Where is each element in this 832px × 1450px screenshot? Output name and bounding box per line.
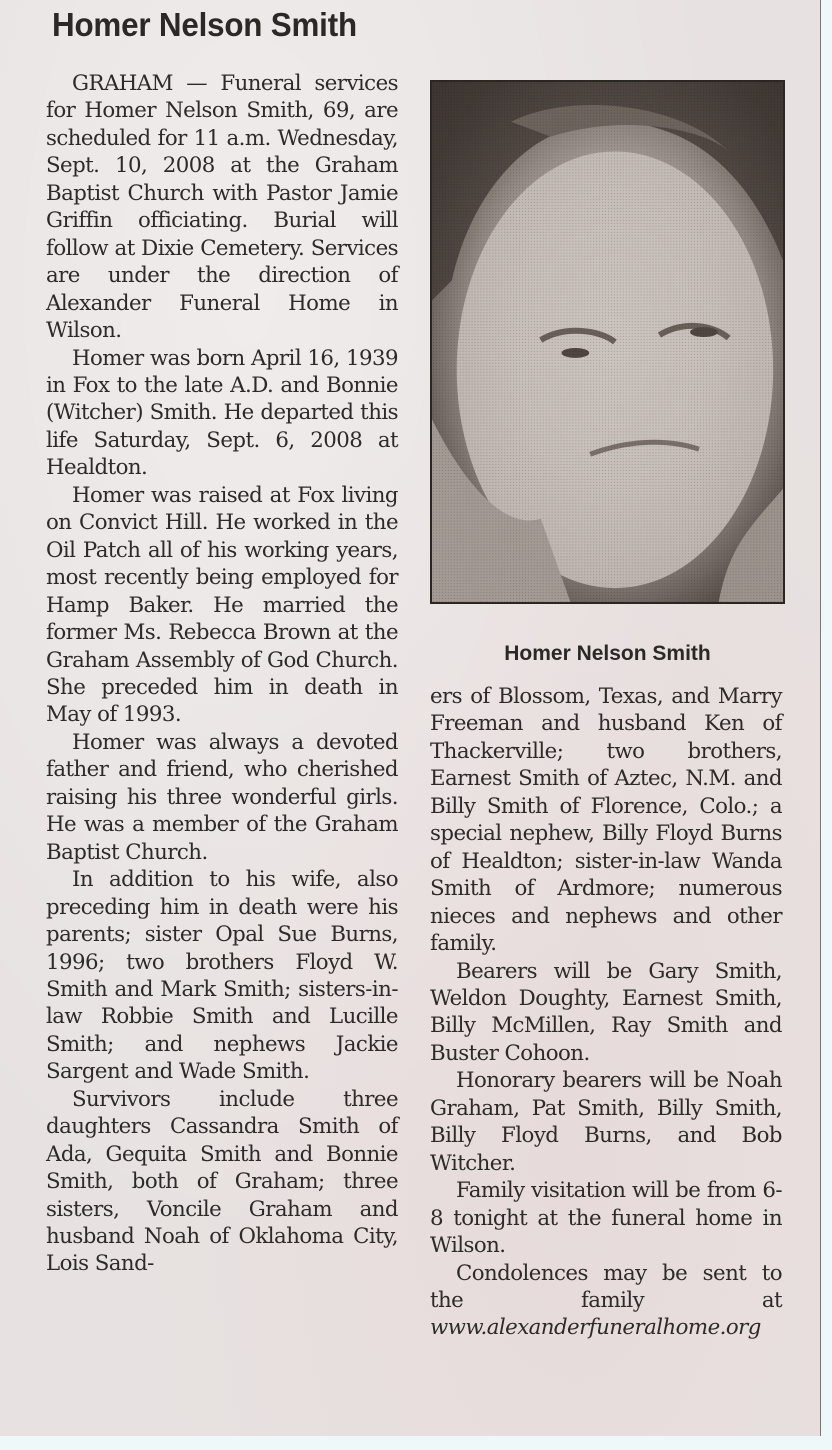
condolences-text: Condolences may be sent to the family at — [430, 1260, 782, 1313]
paragraph-birth: Homer was born April 16, 1939 in Fox to the late A.D. and Bonnie (Witcher) Smith. He departed this life Saturday, Sept. 6, 2008 at Healdton. — [46, 345, 398, 481]
paragraph-life: Homer was raised at Fox living on Convict Hill. He worked in the Oil Patch all of his working years, most recently being employed for Hamp Baker. He married the former Ms. Rebecca Brown at the Graham Assembly of God Church. She preceded him in death in May of 1993. — [46, 482, 398, 728]
paragraph-condolences — [430, 1260, 782, 1342]
portrait-illustration — [432, 82, 783, 602]
paragraph-bearers: Bearers will be Gary Smith, Weldon Doughty, Earnest Smith, Billy McMillen, Ray Smith and Buster Cohoon. — [430, 958, 782, 1066]
obituary-headline: Homer Nelson Smith — [52, 6, 357, 43]
article-right-column — [430, 683, 782, 1342]
paragraph-preceded-in-death: In addition to his wife, also preceding him in death were his parents; sister Opal Sue Burns, 1996; two brothers Floyd W. Smith and Mark Smith; sisters-in-law Robbie Smith and Lucille Smith; and nephews Jackie Sargent and Wade Smith. — [46, 867, 398, 1085]
funeral-home-website-link[interactable]: www.alexanderfuneralhome.org — [430, 1315, 761, 1341]
photo-caption: Homer Nelson Smith — [504, 642, 711, 665]
article-left-column — [46, 70, 398, 1278]
paragraph-family-man: Homer was always a devoted father and friend, who cherished raising his three wonderful girls. He was a member of the Graham Baptist Church. — [46, 729, 398, 865]
portrait-photo — [430, 80, 785, 604]
paragraph-survivors: Survivors include three daughters Cassandra Smith of Ada, Gequita Smith and Bonnie Smith, both of Graham; three sisters, Voncile Graham and husband Noah of Oklahoma City, Lois Sand- — [46, 1086, 398, 1277]
paragraph-funeral-services: GRAHAM — Funeral services for Homer Nelson Smith, 69, are scheduled for 11 a.m. Wednesday, Sept. 10, 2008 at the Graham Baptist Church with Pastor Jamie Griffin officiating. Burial will follow at Dixie Cemetery. Services are under the direction of Alexander Funeral Home in Wilson. — [46, 71, 398, 344]
paragraph-visitation: Family visitation will be from 6-8 tonight at the funeral home in Wilson. — [430, 1178, 782, 1259]
paragraph-survivors-continued: ers of Blossom, Texas, and Marry Freeman and husband Ken of Thackerville; two brothers, Earnest Smith of Aztec, N.M. and Billy Smith of Florence, Colo.; a special nephew, Billy Floyd Burns of Healdton; sister-in-law Wanda Smith of Ardmore; numerous nieces and nephews and other family. — [430, 684, 782, 957]
paragraph-honorary-bearers: Honorary bearers will be Noah Graham, Pat Smith, Billy Smith, Billy Floyd Burns, and Bob Witcher. — [430, 1068, 782, 1176]
